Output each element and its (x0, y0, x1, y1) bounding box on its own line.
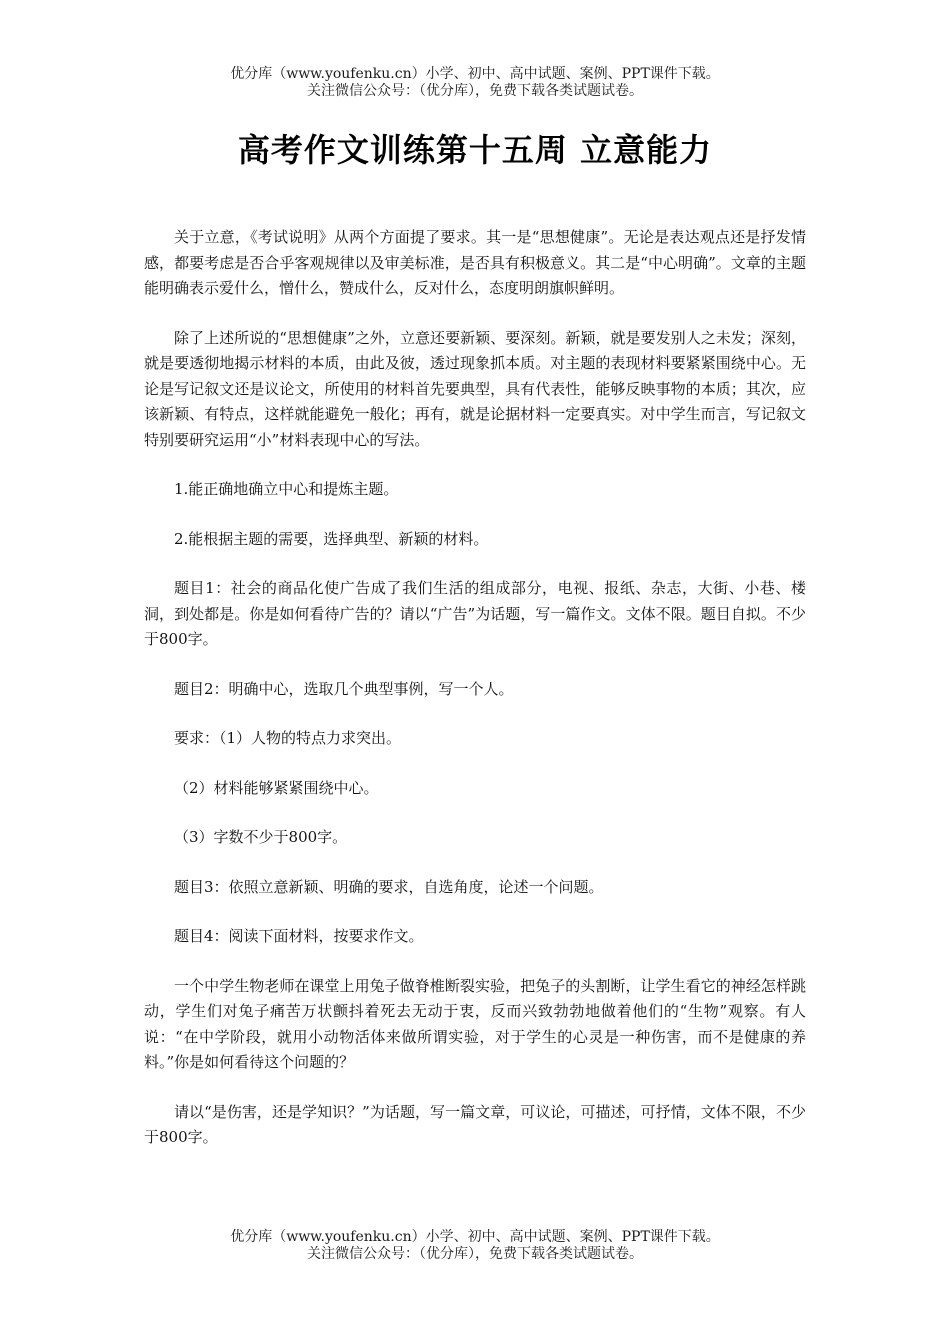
paragraph-topic-1: 题目1：社会的商品化使广告成了我们生活的组成部分，电视、报纸、杂志，大街、小巷、楼洞，到处都是。你是如何看待广告的？请以“广告”为话题，写一篇作文。文体不限。题目自拟。不少于800字。 (144, 579, 806, 648)
footer-line-1: 优分库（www.youfenku.cn）小学、初中、高中试题、案例、PPT课件下载。 (230, 1229, 720, 1245)
paragraph-topic-3: 题目3：依照立意新颖、明确的要求，自选角度，论述一个问题。 (174, 877, 604, 896)
paragraph-goal-1: 1.能正确地确立中心和提炼主题。 (174, 480, 399, 498)
paragraph-material: 一个中学生物老师在课堂上用兔子做脊椎断裂实验，把兔子的头割断，让学生看它的神经怎样跳动，学生们对兔子痛苦万状颤抖着死去无动于衷，反而兴致勃勃地做着他们的“生物”观察。有人说：“在中学阶段，就用小动物活体来做所谓实验，对于学生的心灵是一种伤害，而不是健康的养料。”你是如何看待这个问题的？ (144, 976, 806, 1071)
document-body (144, 225, 806, 1175)
paragraph-topic-2: 题目2：明确中心，选取几个典型事例，写一个人。 (174, 679, 514, 698)
paragraph-topic-4: 题目4：阅读下面材料，按要求作文。 (174, 927, 424, 945)
document-title: 高考作文训练第十五周 立意能力 (237, 131, 713, 169)
footer-line-2: 关注微信公众号：（优分库），免费下载各类试题试卷。 (307, 1246, 643, 1262)
paragraph-novelty: 除了上述所说的“思想健康”之外，立意还要新颖、要深刻。新颖，就是要发别人之未发；深刻，就是要透彻地揭示材料的本质，由此及彼，透过现象抓本质。对主题的表现材料要紧紧围绕中心。无论是写记叙文还是议论文，所使用的材料首先要典型，具有代表性，能够反映事物的本质；其次，应该新颖、有特点，这样就能避免一般化；再有，就是论据材料一定要真实。对中学生而言，写记叙文特别要研究运用“小”材料表现中心的写法。 (144, 328, 806, 449)
header-line-1: 优分库（www.youfenku.cn）小学、初中、高中试题、案例、PPT课件下载。 (230, 66, 720, 82)
paragraph-instruction: 请以“是伤害，还是学知识？”为话题，写一篇文章，可议论，可描述，可抒情，文体不限，不少于800字。 (144, 1102, 806, 1146)
page-footer (0, 1229, 950, 1263)
page-header (0, 66, 950, 100)
paragraph-requirement-3: （3）字数不少于800字。 (174, 828, 348, 846)
paragraph-intro: 关于立意，《考试说明》从两个方面提了要求。其一是“思想健康”。无论是表达观点还是抒发情感，都要考虑是否合乎客观规律以及审美标准，是否具有积极意义。其二是“中心明确”。文章的主题能明确表示爱什么，憎什么，赞成什么，反对什么，态度明朗旗帜鲜明。 (144, 228, 806, 297)
paragraph-requirement-1: 要求：（1）人物的特点力求突出。 (174, 729, 402, 747)
paragraph-requirement-2: （2）材料能够紧紧围绕中心。 (174, 778, 379, 797)
paragraph-goal-2: 2.能根据主题的需要，选择典型、新颖的材料。 (174, 529, 489, 548)
header-line-2: 关注微信公众号：（优分库），免费下载各类试题试卷。 (307, 83, 643, 99)
